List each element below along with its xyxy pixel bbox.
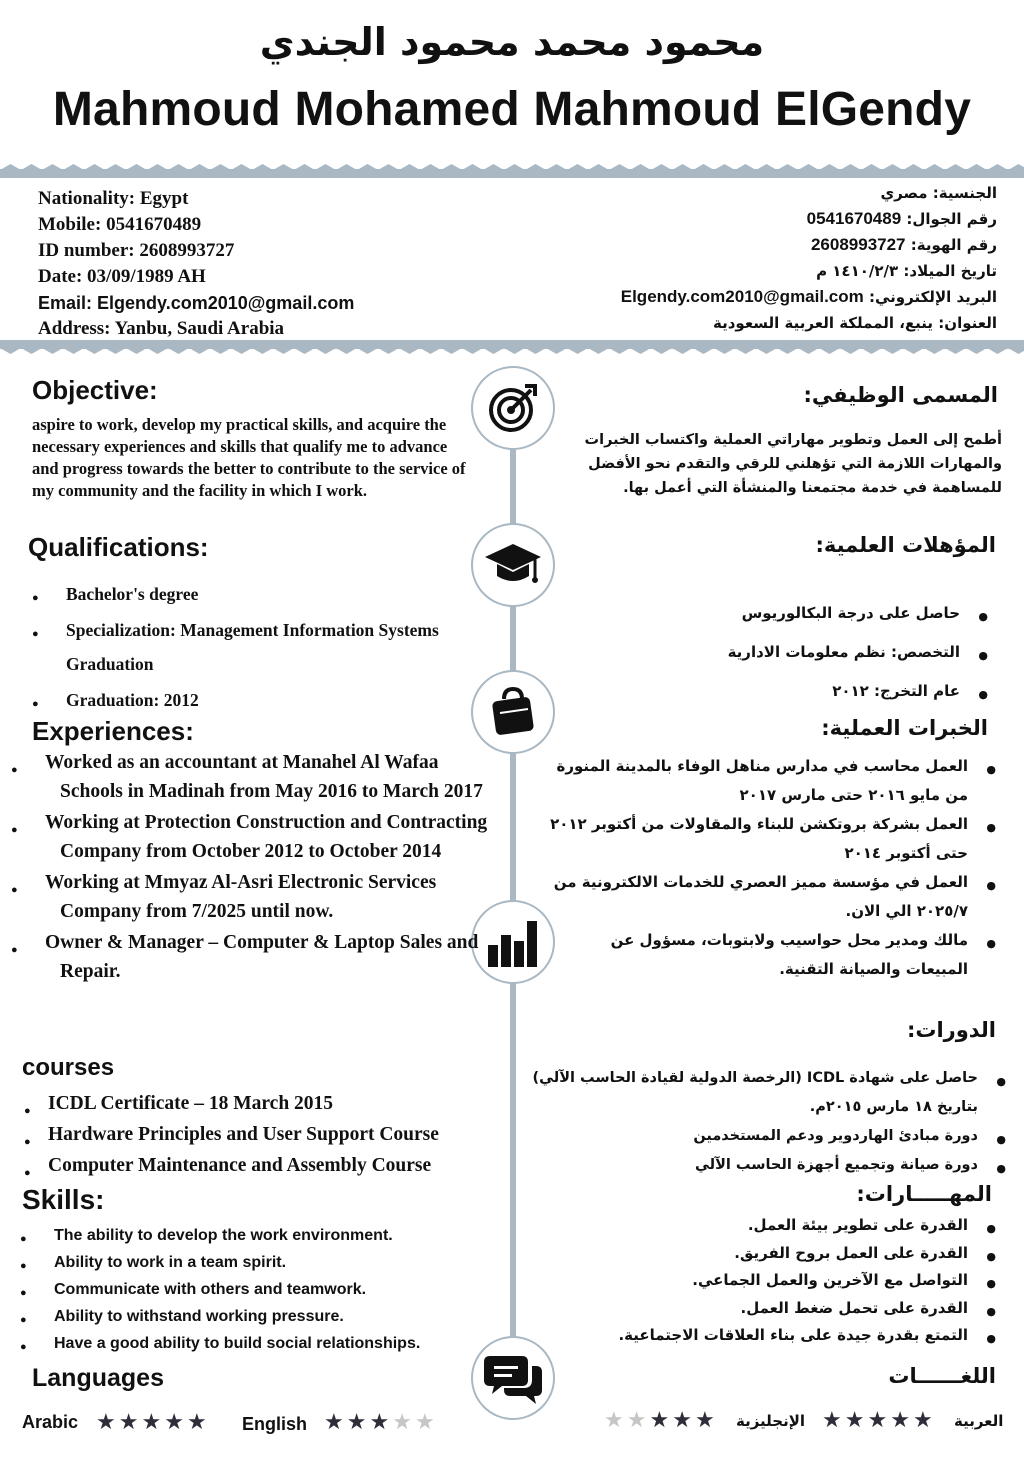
- list-item: ● Computer Maintenance and Assembly Course: [48, 1150, 508, 1181]
- objective-title-ar: المسمى الوظيفي:: [803, 383, 998, 407]
- email-en[interactable]: Email: Elgendy.com2010@gmail.com: [38, 293, 355, 313]
- language-english-en: English: [242, 1414, 308, 1434]
- star-icon: ★: [186, 1410, 210, 1435]
- languages-title-ar: اللغــــــات: [888, 1364, 996, 1388]
- email-ar[interactable]: Elgendy.com2010@gmail.com: [620, 287, 864, 306]
- star-icon: ★: [369, 1410, 393, 1435]
- experiences-list-en: [45, 748, 500, 986]
- nationality-ar: الجنسية: مصري: [880, 184, 997, 202]
- star-icon: ★: [867, 1408, 891, 1433]
- star-icon: ★: [694, 1408, 718, 1433]
- skills-list-en: [54, 1222, 504, 1357]
- courses-title-en: courses: [22, 1054, 115, 1081]
- star-icon: ★: [414, 1410, 438, 1435]
- language-rating-english-en: [324, 1410, 438, 1435]
- id-ar-label: رقم الهوية:: [910, 236, 997, 254]
- star-icon: ★: [346, 1410, 370, 1435]
- language-rating-english-ar: [604, 1408, 718, 1433]
- list-item: ● العمل بشركة بروتكشن للبناء والمقاولات من أكتوبر ٢٠١٢ حتى أكتوبر ٢٠١٤: [548, 810, 968, 868]
- contact-arabic: [577, 180, 997, 336]
- list-item: ● The ability to develop the work environment.: [54, 1222, 504, 1249]
- list-item: ● Have a good ability to build social relationships.: [54, 1330, 504, 1357]
- nationality-en: Nationality: Egypt: [38, 188, 189, 209]
- courses-title-ar: الدورات:: [906, 1018, 996, 1042]
- qualifications-title-ar: المؤهلات العلمية:: [815, 533, 996, 557]
- languages-title-en: Languages: [32, 1364, 164, 1392]
- list-item: ● العمل في مؤسسة مميز العصري للخدمات الالكترونية من ٢٠٢٥/٧ الي الان.: [548, 868, 968, 926]
- address-en: Address: Yanbu, Saudi Arabia: [38, 318, 285, 339]
- list-item: ● دورة صيانة وتجميع أجهزة الحاسب الآلي: [518, 1151, 978, 1180]
- objective-text-ar: أطمح إلى العمل وتطوير مهاراتي العملية واكتساب الخبرات والمهارات اللازمة التي تؤهلني للرقي والتقدم نحو الأفضل للمساهمة في خدمة مجتمعنا والمنشأة التي أعمل بها.: [584, 432, 1002, 496]
- list-item: ● القدرة على العمل بروح الفريق.: [548, 1240, 968, 1268]
- qualifications-title-en: Qualifications:: [28, 532, 209, 562]
- list-item: ● القدرة على تطوير بيئة العمل.: [548, 1212, 968, 1240]
- zigzag-divider-top: [0, 164, 1024, 178]
- objective-text-en: aspire to work, develop my practical skills, and acquire the necessary experiences and skills that qualify me to advance and progress towards the better to contribute to the service of my community and the facility in which I work.: [32, 415, 466, 500]
- mobile-ar-label: رقم الجوال:: [906, 210, 997, 228]
- list-item: ● التمتع بقدرة جيدة على بناء العلاقات الاجتماعية.: [548, 1322, 968, 1350]
- skills-title-ar: المهـــــارات:: [856, 1182, 992, 1206]
- zigzag-divider-bottom: [0, 340, 1024, 354]
- star-icon: ★: [844, 1408, 868, 1433]
- list-item: ● Worked as an accountant at Manahel Al Wafaa Schools in Madinah from May 2016 to March 2017: [60, 748, 500, 806]
- qualifications-list-en: [66, 577, 496, 717]
- courses-list-en: [48, 1088, 508, 1181]
- mobile-en: Mobile: 0541670489: [38, 214, 202, 235]
- star-icon: ★: [96, 1410, 119, 1435]
- list-item: ● عام التخرج: ٢٠١٢: [560, 672, 960, 711]
- list-item: ● دورة مبادئ الهاردوير ودعم المستخدمين: [518, 1122, 978, 1151]
- qualifications-list-ar: [560, 594, 960, 711]
- list-item: ● Ability to withstand working pressure.: [54, 1303, 504, 1330]
- star-icon: ★: [672, 1408, 695, 1433]
- list-item: ● Owner & Manager – Computer & Laptop Sales and Repair.: [60, 928, 500, 986]
- id-ar: 2608993727: [810, 235, 906, 254]
- list-item: ● Graduation: 2012: [66, 683, 496, 717]
- language-rating-arabic-ar: [822, 1408, 936, 1433]
- star-icon: ★: [912, 1408, 936, 1433]
- star-icon: ★: [118, 1410, 142, 1435]
- list-item: ● Ability to work in a team spirit.: [54, 1249, 504, 1276]
- skills-title-en: Skills:: [22, 1184, 105, 1215]
- star-icon: ★: [392, 1410, 415, 1435]
- list-item: ● العمل محاسب في مدارس مناهل الوفاء بالمدينة المنورة من مايو ٢٠١٦ حتى مارس ٢٠١٧: [548, 752, 968, 810]
- language-english-ar: الإنجليزية: [736, 1412, 806, 1430]
- date-en: Date: 03/09/1989 AH: [38, 266, 206, 287]
- name-arabic: محمود محمد محمود الجندي: [259, 20, 765, 64]
- star-icon: ★: [604, 1408, 627, 1433]
- list-item: ● ICDL Certificate – 18 March 2015: [48, 1088, 508, 1119]
- star-icon: ★: [141, 1410, 165, 1435]
- contact-english: [38, 186, 354, 342]
- language-arabic-ar: العربية: [954, 1412, 1004, 1430]
- language-arabic-en: Arabic: [22, 1412, 79, 1432]
- list-item: ● Hardware Principles and User Support Course: [48, 1119, 508, 1150]
- target-icon: [471, 366, 555, 450]
- experiences-title-en: Experiences:: [32, 716, 194, 746]
- list-item: ● حاصل على شهادة ICDL (الرخصة الدولية لقيادة الحاسب الآلي) بتاريخ ١٨ مارس ٢٠١٥م.: [518, 1064, 978, 1122]
- list-item: ● التواصل مع الآخرين والعمل الجماعي.: [548, 1267, 968, 1295]
- star-icon: ★: [649, 1408, 673, 1433]
- mobile-ar: 0541670489: [806, 209, 902, 228]
- star-icon: ★: [822, 1408, 845, 1433]
- experiences-list-ar: [548, 752, 968, 984]
- star-icon: ★: [890, 1408, 913, 1433]
- list-item: ● مالك ومدير محل حواسيب ولابتوبات، مسؤول عن المبيعات والصيانة التقنية.: [548, 926, 968, 984]
- id-number-en: ID number: 2608993727: [38, 240, 235, 261]
- email-ar-label: البريد الإلكتروني:: [869, 288, 997, 306]
- list-item: ● Bachelor's degree: [66, 577, 496, 611]
- name-english: Mahmoud Mohamed Mahmoud ElGendy: [52, 83, 972, 136]
- dob-ar: تاريخ الميلاد: ١٤١٠/٢/٣ م: [816, 262, 997, 280]
- list-item: ● Working at Protection Construction and Contracting Company from October 2012 to October 2014: [60, 808, 500, 866]
- courses-list-ar: [518, 1064, 978, 1180]
- list-item: ● Working at Mmyaz Al-Asri Electronic Services Company from 7/2025 until now.: [60, 868, 500, 926]
- list-item: ● حاصل على درجة البكالوريوس: [560, 594, 960, 633]
- star-icon: ★: [324, 1410, 347, 1435]
- star-icon: ★: [164, 1410, 187, 1435]
- list-item: ● القدرة على تحمل ضغط العمل.: [548, 1295, 968, 1323]
- address-ar: العنوان: ينبع، المملكة العربية السعودية: [712, 314, 997, 332]
- list-item: ● التخصص: نظم معلومات الادارية: [560, 633, 960, 672]
- skills-list-ar: [548, 1212, 968, 1350]
- objective-title-en: Objective:: [32, 375, 158, 405]
- list-item: ● Communicate with others and teamwork.: [54, 1276, 504, 1303]
- star-icon: ★: [626, 1408, 650, 1433]
- experiences-title-ar: الخبرات العملية:: [821, 716, 988, 740]
- language-rating-arabic-en: [96, 1410, 210, 1435]
- list-item: ● Specialization: Management Information Systems Graduation: [66, 613, 496, 681]
